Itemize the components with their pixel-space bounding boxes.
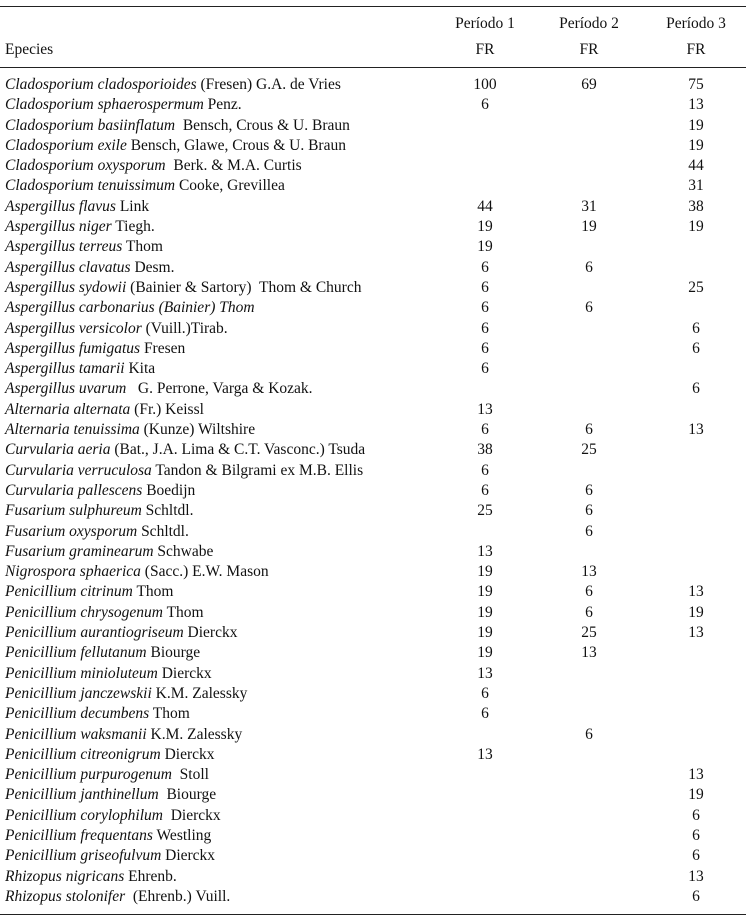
species-name	[5, 542, 213, 562]
species-binomial: Penicillium frequentans	[5, 826, 153, 844]
species-name	[5, 603, 204, 623]
species-name	[5, 684, 247, 704]
period-3-value: 38	[688, 197, 704, 215]
period-1-value: 6	[481, 96, 489, 114]
species-binomial: Aspergillus tamarii	[5, 360, 125, 378]
species-binomial: Rhizopus nigricans	[5, 867, 125, 885]
period-3-value: 31	[688, 177, 704, 195]
table-row	[0, 258, 751, 278]
species-binomial: Aspergillus uvarum	[5, 380, 127, 398]
table-row	[0, 379, 751, 399]
period-3-value: 6	[692, 319, 700, 337]
species-binomial: Penicillium decumbens	[5, 705, 150, 723]
period-1-value: 25	[477, 502, 493, 520]
species-binomial: Penicillium purpurogenum	[5, 766, 172, 784]
species-authority: Dierckx	[160, 745, 215, 763]
period-1-value: 19	[477, 624, 493, 642]
period-2-value: 6	[585, 421, 593, 439]
table-row	[0, 461, 751, 481]
period-3-value: 13	[688, 96, 704, 114]
species-authority: Penz.	[203, 96, 242, 114]
table-row	[0, 887, 751, 907]
period-2-value: 6	[585, 481, 593, 499]
species-name	[5, 846, 215, 866]
table-row	[0, 400, 751, 420]
species-name	[5, 481, 195, 501]
species-authority: Thom	[132, 583, 174, 601]
species-authority: (Fr.) Keissl	[130, 400, 204, 418]
period-1-metric: FR	[475, 41, 495, 58]
species-authority: Berk. & M.A. Curtis	[165, 157, 302, 175]
species-name	[5, 725, 242, 745]
period-3-value: 19	[688, 136, 704, 154]
species-authority: Schwabe	[153, 542, 214, 560]
species-authority: (Kunze) Wiltshire	[139, 421, 256, 439]
species-authority: Biourge	[146, 644, 201, 662]
table-row	[0, 664, 751, 684]
species-binomial: Penicillium fellutanum	[5, 644, 147, 662]
period-1-value: 19	[477, 644, 493, 662]
species-name	[5, 75, 341, 95]
species-authority: Westling	[152, 826, 212, 844]
species-name	[5, 582, 173, 602]
species-binomial: Aspergillus sydowii	[5, 278, 127, 296]
species-name	[5, 197, 149, 217]
species-binomial: Penicillium chrysogenum	[5, 603, 163, 621]
species-name	[5, 359, 155, 379]
period-3-value: 75	[688, 76, 704, 93]
period-1-value: 19	[477, 563, 493, 581]
table-row	[0, 298, 751, 318]
period-1-value: 6	[481, 684, 489, 702]
period-1-value: 6	[481, 481, 489, 499]
species-authority: Desm.	[130, 258, 175, 276]
species-column-header: Epecies	[5, 41, 54, 58]
species-authority: Boedijn	[142, 481, 196, 499]
period-2-value: 6	[585, 725, 593, 743]
species-name	[5, 522, 189, 542]
species-authority: Biourge	[158, 786, 217, 804]
species-binomial: Cladosporium oxysporum	[5, 157, 166, 175]
species-authority: Bensch, Crous & U. Braun	[175, 116, 350, 134]
period-2-value: 6	[585, 603, 593, 621]
period-3-value: 44	[688, 157, 704, 175]
species-authority: Dierckx	[183, 624, 238, 642]
species-authority: Bensch, Glawe, Crous & U. Braun	[126, 136, 346, 154]
table-row	[0, 785, 751, 805]
species-binomial: Penicillium janthinellum	[5, 786, 159, 804]
species-binomial: Penicillium citrinum	[5, 583, 133, 601]
species-authority: (Vuill.)Tirab.	[141, 319, 228, 337]
species-name	[5, 806, 221, 826]
table-row	[0, 136, 751, 156]
species-authority: Cooke, Grevillea	[175, 177, 285, 195]
period-3-value: 19	[688, 603, 704, 621]
species-name	[5, 379, 313, 399]
period-3-value: 19	[688, 218, 704, 236]
species-binomial: Aspergillus niger	[5, 218, 112, 236]
species-binomial: Alternaria alternata	[5, 400, 131, 418]
table-row	[0, 867, 751, 887]
table-row	[0, 704, 751, 724]
period-1-value: 6	[481, 258, 489, 276]
species-name	[5, 136, 346, 156]
species-binomial: Penicillium citreonigrum	[5, 745, 161, 763]
period-1-value: 13	[477, 542, 493, 560]
species-binomial: Fusarium oxysporum	[5, 522, 138, 540]
period-2-value: 13	[581, 644, 597, 662]
table-row	[0, 359, 751, 379]
species-authority: (Fresen) G.A. de Vries	[196, 76, 341, 93]
species-authority: Dierckx	[162, 806, 221, 824]
species-authority: Schltdl.	[141, 502, 194, 520]
species-binomial: Curvularia aeria	[5, 441, 111, 459]
species-name	[5, 420, 255, 440]
table-row	[0, 643, 751, 663]
period-3-metric: FR	[686, 41, 706, 58]
table-row	[0, 765, 751, 785]
species-name	[5, 95, 242, 115]
table-row	[0, 725, 751, 745]
table-row	[0, 75, 751, 95]
species-binomial: Aspergillus carbonarius (Bainier) Thom	[5, 299, 255, 317]
period-1-value: 13	[477, 400, 493, 418]
species-name	[5, 887, 230, 907]
species-binomial: Cladosporium cladosporioides	[5, 76, 197, 93]
species-name	[5, 400, 204, 420]
period-1-value: 19	[477, 218, 493, 236]
table-row	[0, 603, 751, 623]
period-3-value: 13	[688, 766, 704, 784]
species-authority: Schltdl.	[137, 522, 189, 540]
species-binomial: Penicillium griseofulvum	[5, 847, 162, 865]
species-binomial: Penicillium miniolutеum	[5, 664, 158, 682]
period-3-value: 19	[688, 786, 704, 804]
species-authority: Link	[115, 197, 150, 215]
period-1-value: 6	[481, 421, 489, 439]
period-2-value: 25	[581, 624, 597, 642]
period-1-value: 13	[477, 664, 493, 682]
period-1-value: 19	[477, 583, 493, 601]
species-name	[5, 217, 155, 237]
period-1-value: 6	[481, 461, 489, 479]
species-authority: (Ehrenb.) Vuill.	[125, 887, 231, 905]
species-binomial: Alternaria tenuissima	[5, 421, 140, 439]
period-2-value: 6	[585, 258, 593, 276]
period-1-value: 38	[477, 441, 493, 459]
table-row	[0, 237, 751, 257]
period-1-value: 6	[481, 360, 489, 378]
period-1-value: 6	[481, 319, 489, 337]
species-authority: K.M. Zalessky	[146, 725, 243, 743]
table-row	[0, 278, 751, 298]
table-row	[0, 846, 751, 866]
table-row	[0, 501, 751, 521]
table-top-rule	[0, 6, 746, 7]
period-2-value: 6	[585, 299, 593, 317]
species-name	[5, 623, 237, 643]
header-rule	[0, 67, 746, 68]
period-2-value: 13	[581, 563, 597, 581]
species-authority: Thom	[122, 238, 163, 256]
period-1-value: 6	[481, 278, 489, 296]
species-authority: K.M. Zalessky	[151, 684, 248, 702]
species-name	[5, 461, 363, 481]
species-binomial: Aspergillus clavatus	[5, 258, 131, 276]
species-binomial: Aspergillus fumigatus	[5, 339, 141, 357]
period-3-value: 13	[688, 624, 704, 642]
period-3-value: 6	[692, 380, 700, 398]
table-row	[0, 745, 751, 765]
period-1-value: 19	[477, 238, 493, 256]
table-row	[0, 420, 751, 440]
species-name	[5, 765, 209, 785]
table-bottom-rule	[0, 914, 746, 915]
period-2-value: 6	[585, 502, 593, 520]
species-name	[5, 258, 175, 278]
period-3-header: Período 3	[666, 15, 726, 32]
species-binomial: Cladosporium basiinflatum	[5, 116, 176, 134]
species-binomial: Rhizopus stolonifer	[5, 887, 126, 905]
species-binomial: Aspergillus versicolor	[5, 319, 142, 337]
period-3-value: 13	[688, 867, 704, 885]
table-row	[0, 522, 751, 542]
species-binomial: Aspergillus flavus	[5, 197, 116, 215]
period-1-value: 6	[481, 339, 489, 357]
table-row	[0, 95, 751, 115]
species-authority: (Bat., J.A. Lima & C.T. Vasconc.) Tsuda	[110, 441, 366, 459]
species-binomial: Penicillium corylophilum	[5, 806, 163, 824]
species-authority: G. Perrone, Varga & Kozak.	[126, 380, 313, 398]
species-name	[5, 116, 350, 136]
period-2-value: 19	[581, 218, 597, 236]
species-name	[5, 298, 255, 318]
table-row	[0, 319, 751, 339]
species-authority: (Sacc.) E.W. Mason	[140, 563, 269, 581]
period-1-value: 13	[477, 745, 493, 763]
species-binomial: Nigrospora sphaerica	[5, 563, 141, 581]
period-2-value: 69	[581, 76, 597, 93]
species-name	[5, 867, 177, 887]
period-3-value: 13	[688, 583, 704, 601]
species-name	[5, 237, 163, 257]
species-name	[5, 339, 185, 359]
species-authority: Tandon & Bilgrami ex M.B. Ellis	[151, 461, 364, 479]
species-table-body	[0, 75, 751, 907]
table-row	[0, 156, 751, 176]
species-binomial: Fusarium sulphureum	[5, 502, 142, 520]
species-name	[5, 319, 228, 339]
period-1-value: 44	[477, 197, 493, 215]
period-2-header: Período 2	[559, 15, 619, 32]
period-3-value: 6	[692, 887, 700, 905]
period-2-value: 6	[585, 583, 593, 601]
period-3-value: 19	[688, 116, 704, 134]
species-name	[5, 745, 215, 765]
species-authority: Dierckx	[157, 664, 212, 682]
species-name	[5, 156, 302, 176]
species-binomial: Aspergillus terreus	[5, 238, 123, 256]
species-authority: Tiegh.	[111, 218, 155, 236]
period-2-value: 25	[581, 441, 597, 459]
table-row	[0, 562, 751, 582]
period-3-value: 13	[688, 421, 704, 439]
species-name	[5, 562, 269, 582]
table-row	[0, 623, 751, 643]
table-row	[0, 582, 751, 602]
period-3-value: 6	[692, 339, 700, 357]
period-2-value: 6	[585, 522, 593, 540]
species-name	[5, 785, 216, 805]
table-row	[0, 481, 751, 501]
species-name	[5, 664, 212, 684]
table-row	[0, 542, 751, 562]
species-name	[5, 278, 361, 298]
species-binomial: Penicillium janczewskii	[5, 684, 152, 702]
period-3-value: 6	[692, 806, 700, 824]
species-binomial: Penicillium waksmanii	[5, 725, 147, 743]
species-binomial: Curvularia verruculosa	[5, 461, 152, 479]
period-1-value: 19	[477, 603, 493, 621]
species-binomial: Cladosporium tenuissimum	[5, 177, 176, 195]
table-row	[0, 197, 751, 217]
species-authority: Fresen	[140, 339, 186, 357]
species-authority: (Bainier & Sartory) Thom & Church	[126, 278, 362, 296]
period-1-value: 6	[481, 705, 489, 723]
species-binomial: Cladosporium exile	[5, 136, 127, 154]
period-2-value: 31	[581, 197, 597, 215]
species-name	[5, 704, 190, 724]
period-3-value: 25	[688, 278, 704, 296]
period-3-value: 6	[692, 826, 700, 844]
table-row	[0, 440, 751, 460]
species-name	[5, 440, 365, 460]
table-row	[0, 806, 751, 826]
table-row	[0, 339, 751, 359]
species-name	[5, 176, 285, 196]
species-binomial: Cladosporium sphaerospermum	[5, 96, 204, 114]
table-row	[0, 116, 751, 136]
species-name	[5, 826, 211, 846]
period-2-metric: FR	[579, 41, 599, 58]
species-binomial: Fusarium graminearum	[5, 542, 154, 560]
period-1-header: Período 1	[455, 15, 515, 32]
species-authority: Stoll	[171, 766, 209, 784]
species-name	[5, 643, 200, 663]
species-authority: Ehrenb.	[124, 867, 177, 885]
species-authority: Thom	[162, 603, 204, 621]
table-row	[0, 176, 751, 196]
table-row	[0, 826, 751, 846]
species-name	[5, 501, 193, 521]
period-1-value: 6	[481, 299, 489, 317]
table-row	[0, 684, 751, 704]
species-binomial: Penicillium aurantiogriseum	[5, 624, 184, 642]
species-authority: Dierckx	[161, 847, 216, 865]
table-row	[0, 217, 751, 237]
period-3-value: 6	[692, 847, 700, 865]
species-authority: Kita	[124, 360, 156, 378]
period-1-value: 100	[473, 76, 497, 93]
species-binomial: Curvularia pallescens	[5, 481, 143, 499]
species-authority: Thom	[149, 705, 190, 723]
